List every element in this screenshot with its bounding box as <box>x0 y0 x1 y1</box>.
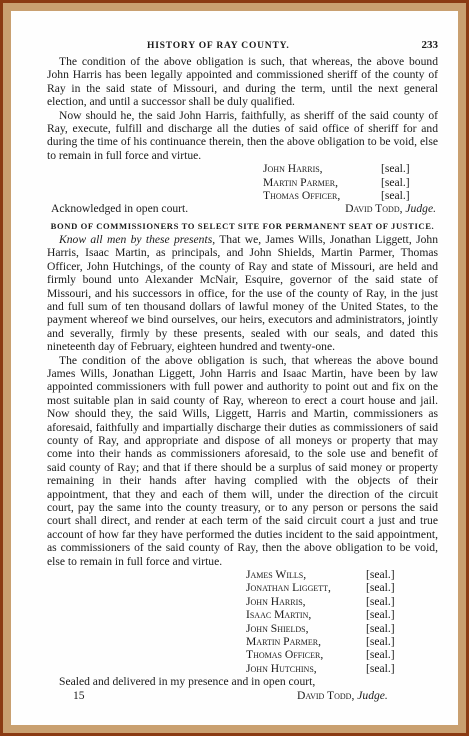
paragraph-body: That we, James Wills, Jonathan Liggett, John Harris, Isaac Martin, as principals, and John Shields, Martin Parmer, Thomas Officer, John Hutchings, of the county of Ray and state of Missouri, are held and firmly bound unto Alexander McNair, Esquire, governor of the said state of Missouri, and his successors in office, for the use of the county of Ray, in the just and full sum of ten thousand dollars of lawful money of the United States, to the payment whereof we bind ourselves, our heirs, executors and administrators, jointly and severally, firmly by these presents, sealed with our seals, and dated this nineteenth day of February, eighteen hundred and twenty-one. <box>47 232 438 354</box>
seal-mark: [seal.] <box>366 661 395 675</box>
judge-signature <box>345 202 436 215</box>
paragraph-condition-commissioners: The condition of the above obligation is such, that whereas the above bound James Wills, Jonathan Liggett, John Harris and Isaac Martin, have been by law appointed commissioners with full power and authority to point out and fix on the most suitable plan in said county of Ray, whereon to erect a court house and jail. Now should they, the said Wills, Liggett, Harris and Martin, commissioners as aforesaid, faithfully and impartially discharge their duties as commissioners of said county of Ray, and appropriate and dispose of all moneys or property that may come into their hands as commissioners aforesaid, to the sole use and benefit of said county of Ray; and that if there should be a surplus of said money or property remaining in their hands after having complied with the objects of their appointment, that they and each of them will, under the direction of the circuit court, pay the same into the county treasury, or to any person or persons the said court shall direct, and render at each term of the said circuit court a just and true account of how far they have performed the duties incident to the said appointment, as commissioners of the said county of Ray, then the above obligation to be void, else to remain in full force and virtue. <box>47 353 438 568</box>
signature-line <box>246 595 438 608</box>
seal-mark: [seal.] <box>366 568 395 582</box>
seal-mark: [seal.] <box>381 175 410 189</box>
judge-name: David Todd, <box>297 688 355 702</box>
signature-line <box>246 568 438 581</box>
signature-line <box>246 608 438 621</box>
page-number: 233 <box>421 39 438 51</box>
seal-mark: [seal.] <box>366 621 395 635</box>
paragraph-lead-italic: Know all men by these presents, <box>59 232 216 246</box>
judge-title: Judge. <box>357 688 388 702</box>
footer-line <box>47 689 438 702</box>
paragraph-now-should-he: Now should he, the said John Harris, faithfully, as sheriff of the said county of Ray, execute, fulfill and discharge all the duties of said office of sheriff for and during the time of his continuance therein, then the above obligation to be void, else to remain in full force and virtue. <box>47 108 438 162</box>
document-page <box>11 11 458 725</box>
running-title: HISTORY OF RAY COUNTY. <box>147 41 290 51</box>
signature-line <box>263 162 438 175</box>
sealed-delivered-line: Sealed and delivered in my presence and in open court, <box>59 675 316 689</box>
paragraph-condition: The condition of the above obligation is such, that whereas, the above bound John Harris has been legally appointed and commissioned sheriff of the county of Ray in the said state of Missouri, and during the term, until the next general election, and until a successor shall be duly qualified. <box>47 55 438 109</box>
signature-line <box>246 648 438 661</box>
signature-line <box>263 189 438 202</box>
signature-block-2 <box>246 568 438 675</box>
seal-mark: [seal.] <box>366 581 395 595</box>
signature-line <box>246 581 438 594</box>
judge-name: David Todd, <box>345 202 403 216</box>
signer-name: Thomas Officer, <box>263 189 341 203</box>
signer-name: John Harris, <box>246 594 306 608</box>
signature-line <box>246 662 438 675</box>
signer-name: James Wills, <box>246 568 307 582</box>
running-header <box>47 37 438 55</box>
signer-name: John Shields, <box>246 621 309 635</box>
seal-mark: [seal.] <box>366 608 395 622</box>
judge-title: Judge. <box>405 202 436 216</box>
signature-number: 15 <box>73 688 85 702</box>
signature-line <box>263 176 438 189</box>
signer-name: Martin Parmer, <box>263 175 338 189</box>
signature-block-1 <box>263 162 438 202</box>
signature-line <box>246 635 438 648</box>
signer-name: John Harris, <box>263 162 323 176</box>
section-heading: BOND OF COMMISSIONERS TO SELECT SITE FOR PERMANENT SEAT OF JUSTICE. <box>50 220 435 231</box>
seal-mark: [seal.] <box>381 189 410 203</box>
acknowledgement-line <box>47 202 438 215</box>
seal-mark: [seal.] <box>366 594 395 608</box>
seal-mark: [seal.] <box>366 635 395 649</box>
signer-name: Jonathan Liggett, <box>246 581 331 595</box>
signer-name: Martin Parmer, <box>246 635 321 649</box>
signer-name: Thomas Officer, <box>246 648 324 662</box>
acknowledgement-text: Acknowledged in open court. <box>51 202 189 216</box>
signature-line <box>246 622 438 635</box>
page-frame <box>3 3 466 733</box>
signer-name: Isaac Martin, <box>246 608 312 622</box>
signer-name: John Hutchins, <box>246 661 317 675</box>
seal-mark: [seal.] <box>366 648 395 662</box>
seal-mark: [seal.] <box>381 162 410 176</box>
judge-signature <box>245 689 388 702</box>
paragraph-know-all-men <box>47 233 438 354</box>
